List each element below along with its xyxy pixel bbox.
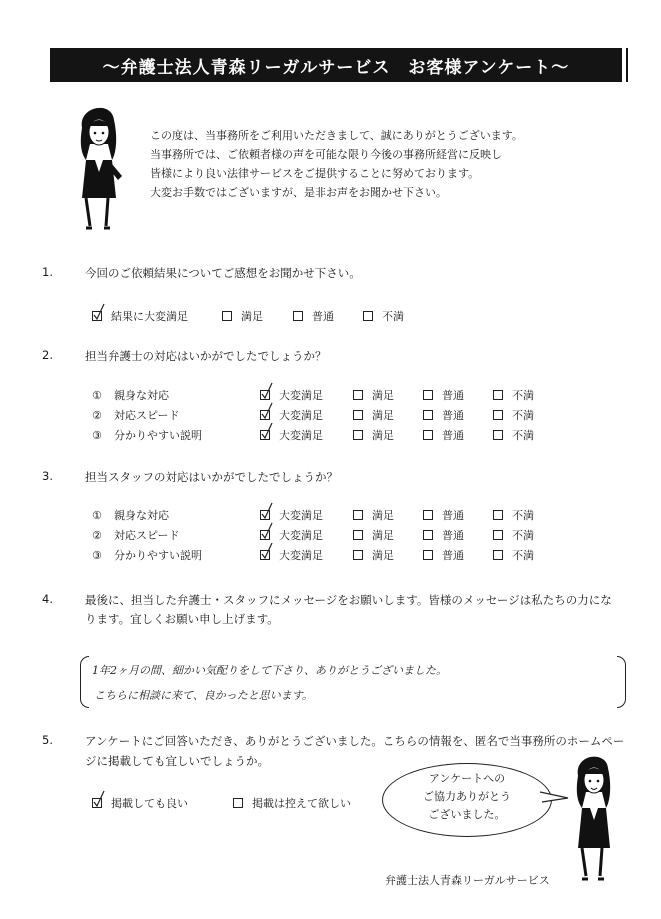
checkbox-checked[interactable] xyxy=(260,510,270,520)
option-label: 満足 xyxy=(372,549,394,562)
option-label: 大変満足 xyxy=(279,429,323,442)
option-label: 普通 xyxy=(442,409,464,422)
option-label: 満足 xyxy=(241,310,263,323)
option-label: 普通 xyxy=(442,509,464,522)
row-marker: ② xyxy=(92,408,102,422)
checkmark-icon xyxy=(92,790,106,808)
option-label: 大変満足 xyxy=(279,529,323,542)
rating-option[interactable] xyxy=(493,387,534,403)
option-label: 不満 xyxy=(512,429,534,442)
checkbox[interactable] xyxy=(423,410,433,420)
option-label: 満足 xyxy=(372,409,394,422)
rating-option[interactable] xyxy=(423,407,493,423)
option-label: 不満 xyxy=(512,549,534,562)
option-label: 大変満足 xyxy=(279,409,323,422)
checkbox[interactable] xyxy=(493,530,503,540)
q1-option-satisfied[interactable] xyxy=(222,308,263,324)
option-label: 大変満足 xyxy=(279,509,323,522)
option-label: 普通 xyxy=(312,310,334,323)
option-label: 大変満足 xyxy=(279,549,323,562)
question-number: 2. xyxy=(42,348,53,362)
checkbox-checked[interactable] xyxy=(92,798,102,808)
rating-option[interactable] xyxy=(353,547,423,563)
rating-option[interactable] xyxy=(493,527,534,543)
rating-row xyxy=(92,425,534,445)
rating-option[interactable] xyxy=(260,547,353,563)
checkbox[interactable] xyxy=(222,311,232,321)
handwritten-answer-line: こちらに相談に来て、良かったと思います。 xyxy=(94,689,313,702)
question-number: 1. xyxy=(42,265,53,279)
staff-illustration-icon xyxy=(68,98,130,236)
checkbox[interactable] xyxy=(423,550,433,560)
rating-option[interactable] xyxy=(353,527,423,543)
row-label: 対応スピード xyxy=(114,409,180,422)
intro-message xyxy=(150,126,523,202)
checkbox[interactable] xyxy=(493,410,503,420)
option-label: 満足 xyxy=(372,429,394,442)
rating-option[interactable] xyxy=(260,507,353,523)
checkbox[interactable] xyxy=(353,430,363,440)
checkbox[interactable] xyxy=(423,530,433,540)
row-label: 分かりやすい説明 xyxy=(114,429,202,442)
checkbox-checked[interactable] xyxy=(260,430,270,440)
checkbox[interactable] xyxy=(353,390,363,400)
checkbox-checked[interactable] xyxy=(92,311,102,321)
bracket-left xyxy=(80,656,89,708)
message-answer-box[interactable] xyxy=(80,656,626,710)
checkbox[interactable] xyxy=(493,550,503,560)
rating-row xyxy=(92,405,534,425)
checkmark-icon xyxy=(260,382,274,400)
rating-option[interactable] xyxy=(423,387,493,403)
row-marker: ① xyxy=(92,508,102,522)
option-label: 掲載は控えて欲しい xyxy=(252,797,351,810)
q5-option-allow[interactable] xyxy=(92,795,188,811)
rating-option[interactable] xyxy=(260,527,353,543)
checkbox[interactable] xyxy=(353,510,363,520)
option-label: 満足 xyxy=(372,529,394,542)
row-label: 対応スピード xyxy=(114,529,180,542)
row-marker: ③ xyxy=(92,428,102,442)
option-label: 結果に大変満足 xyxy=(111,310,188,323)
checkbox[interactable] xyxy=(353,550,363,560)
checkbox[interactable] xyxy=(423,390,433,400)
rating-option[interactable] xyxy=(493,407,534,423)
rating-option[interactable] xyxy=(353,427,423,443)
organization-name: 弁護士法人青森リーガルサービス xyxy=(385,874,550,887)
option-label: 満足 xyxy=(372,509,394,522)
question-number: 4. xyxy=(42,592,53,606)
question-text-continued: ります。宜しくお願い申し上げます。 xyxy=(85,612,279,626)
option-label: 普通 xyxy=(442,549,464,562)
q1-option-normal[interactable] xyxy=(293,308,334,324)
row-marker: ① xyxy=(92,388,102,402)
intro-line: 大変お手数ではございますが、是非お声をお聞かせ下さい。 xyxy=(150,186,447,199)
bubble-line: ご協力ありがとう xyxy=(423,790,511,803)
survey-title: ～弁護士法人青森リーガルサービス お客様アンケート～ xyxy=(102,57,570,78)
rating-option[interactable] xyxy=(423,547,493,563)
thank-you-bubble xyxy=(382,763,552,837)
row-marker: ③ xyxy=(92,548,102,562)
bubble-line: アンケートへの xyxy=(428,772,506,785)
handwritten-answer-line: 1年2ヶ月の間、細かい気配りをして下さり、ありがとうございました。 xyxy=(92,664,447,677)
rating-option[interactable] xyxy=(423,527,493,543)
checkmark-icon xyxy=(92,303,106,321)
intro-line: 当事務所では、ご依頼者様の声を可能な限り今後の事務所経営に反映し xyxy=(150,148,502,161)
rating-option[interactable] xyxy=(493,427,534,443)
question-text: 最後に、担当した弁護士・スタッフにメッセージをお願いします。皆様のメッセージは私たちの力にな xyxy=(85,593,612,607)
row-label: 親身な対応 xyxy=(114,389,169,402)
q1-option-very-satisfied[interactable] xyxy=(92,308,188,324)
rating-option[interactable] xyxy=(423,427,493,443)
row-label: 親身な対応 xyxy=(114,509,169,522)
bubble-line: ございました。 xyxy=(428,808,506,821)
rating-option[interactable] xyxy=(493,507,534,523)
question-number: 5. xyxy=(42,733,53,747)
checkbox-checked[interactable] xyxy=(260,390,270,400)
option-label: 不満 xyxy=(512,389,534,402)
row-marker: ② xyxy=(92,528,102,542)
question-text: アンケートにご回答いただき、ありがとうございました。こちらの情報を、匿名で当事務所のホームペー xyxy=(85,734,625,748)
option-label: 大変満足 xyxy=(279,389,323,402)
staff-illustration-icon xyxy=(566,748,622,888)
survey-title-banner xyxy=(50,48,622,82)
checkmark-icon xyxy=(260,402,274,420)
intro-line: この度は、当事務所をご利用いただきまして、誠にありがとうございます。 xyxy=(150,129,523,142)
rating-row xyxy=(92,525,534,545)
option-label: 満足 xyxy=(372,389,394,402)
rating-option[interactable] xyxy=(353,507,423,523)
rating-row xyxy=(92,505,534,525)
checkmark-icon xyxy=(260,422,274,440)
question-number: 3. xyxy=(42,469,53,483)
rating-option[interactable] xyxy=(353,387,423,403)
option-label: 不満 xyxy=(512,509,534,522)
checkbox[interactable] xyxy=(423,510,433,520)
checkbox-checked[interactable] xyxy=(260,530,270,540)
option-label: 普通 xyxy=(442,429,464,442)
rating-option[interactable] xyxy=(493,547,534,563)
option-label: 掲載しても良い xyxy=(111,797,188,810)
q1-option-dissatisfied[interactable] xyxy=(363,308,404,324)
option-label: 普通 xyxy=(442,389,464,402)
question-text-continued: ジに掲載しても宜しいでしょうか。 xyxy=(85,754,269,768)
q5-option-decline[interactable] xyxy=(233,795,351,811)
bracket-right xyxy=(617,656,626,708)
checkbox[interactable] xyxy=(353,410,363,420)
option-label: 不満 xyxy=(512,409,534,422)
rating-option[interactable] xyxy=(353,407,423,423)
intro-line: 皆様により良い法律サービスをご提供することに努めております。 xyxy=(150,167,480,180)
question-text: 担当弁護士の対応はいかがでしたでしょうか？ xyxy=(85,349,327,363)
checkbox[interactable] xyxy=(423,430,433,440)
checkmark-icon xyxy=(260,522,274,540)
rating-option[interactable] xyxy=(260,427,353,443)
question-text: 今回のご依頼結果についてご感想をお聞かせ下さい。 xyxy=(85,266,361,280)
rating-row xyxy=(92,545,534,565)
checkbox[interactable] xyxy=(493,390,503,400)
checkbox-checked[interactable] xyxy=(260,410,270,420)
question-text: 担当スタッフの対応はいかがでしたでしょうか？ xyxy=(85,470,338,484)
checkbox[interactable] xyxy=(293,311,303,321)
option-label: 普通 xyxy=(442,529,464,542)
checkbox[interactable] xyxy=(493,430,503,440)
checkmark-icon xyxy=(260,542,274,560)
checkbox[interactable] xyxy=(363,311,373,321)
checkbox[interactable] xyxy=(493,510,503,520)
checkbox[interactable] xyxy=(353,530,363,540)
q2-rating-table xyxy=(92,385,534,445)
rating-option[interactable] xyxy=(260,407,353,423)
q3-rating-table xyxy=(92,505,534,565)
banner-divider xyxy=(626,48,628,82)
checkbox-checked[interactable] xyxy=(260,550,270,560)
checkmark-icon xyxy=(260,502,274,520)
rating-row xyxy=(92,385,534,405)
row-label: 分かりやすい説明 xyxy=(114,549,202,562)
option-label: 不満 xyxy=(382,310,404,323)
option-label: 不満 xyxy=(512,529,534,542)
rating-option[interactable] xyxy=(260,387,353,403)
rating-option[interactable] xyxy=(423,507,493,523)
checkbox[interactable] xyxy=(233,798,243,808)
